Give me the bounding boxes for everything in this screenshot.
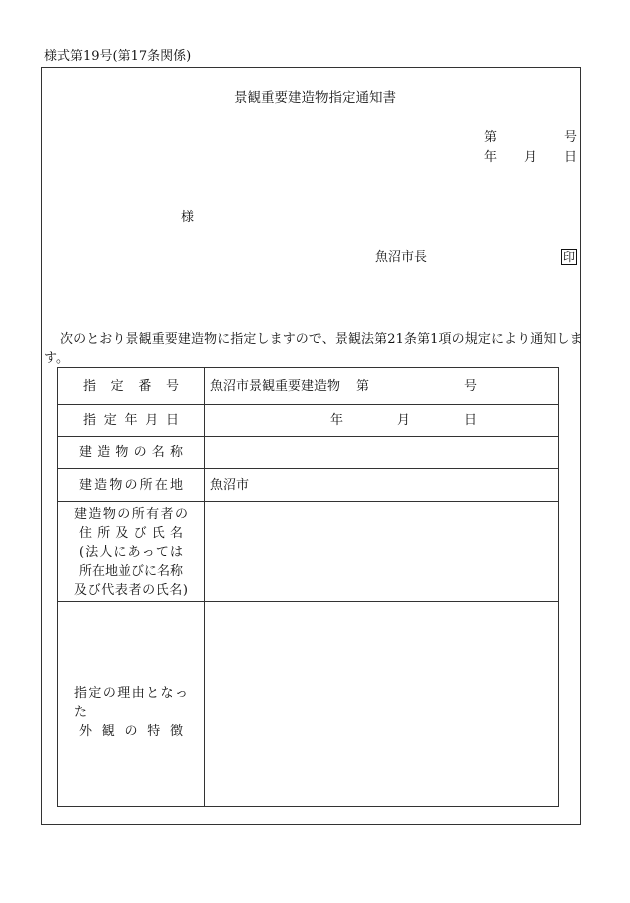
table-row-divider (58, 601, 558, 602)
value-designation-day: 日 (464, 413, 478, 428)
seal-mark: 印 (562, 250, 575, 264)
designation-table (57, 367, 559, 807)
value-building-location: 魚沼市 (210, 478, 250, 493)
document-title: 景観重要建造物指定通知書 (234, 90, 396, 106)
ref-date-day: 日 (564, 150, 578, 165)
addressee-honorific: 様 (181, 210, 195, 225)
label-reason-line-2: 外観の特徴 (79, 724, 183, 739)
value-designation-number: 魚沼市景観重要建造物 (210, 379, 341, 394)
label-owner-line-4: 所在地並びに名称 (79, 564, 184, 579)
table-row (58, 380, 204, 393)
label-owner-line-3: (法人にあっては (79, 545, 183, 560)
table-row-divider (58, 404, 558, 405)
table-row (58, 505, 204, 600)
label-building-location: 建造物の所在地 (79, 478, 183, 493)
value-designation-number-suffix: 号 (464, 379, 478, 394)
label-owner-line-1: 建造物の所有者の (74, 507, 188, 522)
table-row-divider (58, 436, 558, 437)
label-owner-line-2: 住所及び氏名 (79, 526, 183, 541)
ref-date-month: 月 (524, 150, 538, 165)
table-row-divider (58, 501, 558, 502)
table-row (58, 414, 204, 427)
ref-date-year: 年 (484, 150, 498, 165)
label-designation-number: 指定番号 (83, 379, 179, 394)
table-column-divider (204, 368, 205, 806)
issuer-name: 魚沼市長 (375, 250, 428, 265)
notice-body-text (44, 330, 584, 368)
form-number: 様式第19号(第17条関係) (44, 49, 192, 64)
table-row (58, 684, 204, 741)
value-designation-year: 年 (330, 413, 344, 428)
table-row (58, 446, 204, 459)
table-row-divider (58, 468, 558, 469)
value-designation-month: 月 (397, 413, 411, 428)
ref-number-suffix: 号 (564, 130, 578, 145)
label-designation-date: 指定年月日 (83, 413, 179, 428)
table-row (58, 479, 204, 492)
label-building-name: 建造物の名称 (79, 445, 183, 460)
notice-body-paragraph: 次のとおり景観重要建造物に指定しますので、景観法第21条第1項の規定により通知します。 (44, 332, 583, 366)
value-designation-number-prefix: 第 (356, 379, 370, 394)
label-owner-line-5: 及び代表者の氏名) (74, 583, 188, 598)
ref-number-prefix: 第 (484, 130, 498, 145)
label-reason-line-1: 指定の理由となった (74, 686, 188, 720)
